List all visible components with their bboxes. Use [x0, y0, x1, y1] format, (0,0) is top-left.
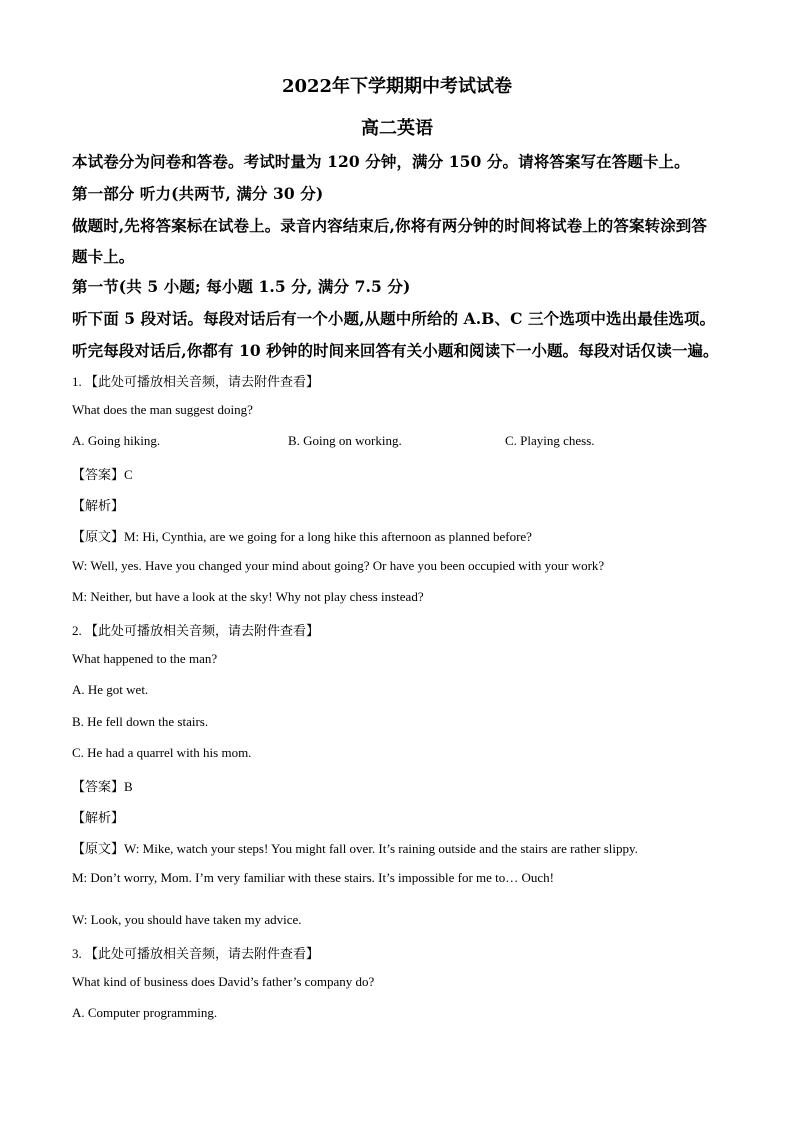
question-1-text: What does the man suggest doing?: [72, 402, 253, 417]
question-1-option-b: B. Going on working.: [288, 433, 402, 448]
question-2-transcript-line3: W: Look, you should have taken my advice.: [72, 912, 302, 927]
question-1-transcript-line1: 【原文】M: Hi, Cynthia, are we going for a long hike this afternoon as planned before?: [72, 529, 532, 544]
question-2-answer: 【答案】B: [72, 779, 133, 794]
question-3-option-a: A. Computer programming.: [72, 1005, 218, 1020]
question-2-option-c: C. He had a quarrel with his mom.: [72, 745, 252, 760]
question-1-transcript-line2: W: Well, yes. Have you changed your mind about going? Or have you been occupied with your work?: [72, 558, 605, 573]
question-2-option-b: B. He fell down the stairs.: [72, 714, 209, 729]
part1-note-line2: 题卡上。: [72, 247, 135, 266]
question-1-transcript-line3: M: Neither, but have a look at the sky! Why not play chess instead?: [72, 589, 424, 604]
question-2-option-a: A. He got wet.: [72, 682, 149, 697]
question-2-text: What happened to the man?: [72, 651, 218, 666]
question-1-option-a: A. Going hiking.: [72, 433, 161, 448]
question-2-analysis: 【解析】: [72, 810, 125, 825]
page-subtitle: 高二英语: [361, 118, 433, 139]
question-3-header: 3. 【此处可播放相关音频，请去附件查看】: [72, 946, 320, 961]
question-1-answer: 【答案】C: [72, 467, 133, 482]
part1-note-line1: 做题时,先将答案标在试卷上。录音内容结束后,你将有两分钟的时间将试卷上的答案转涂到答: [72, 216, 707, 235]
question-3-text: What kind of business does David’s father’s company do?: [72, 974, 375, 989]
question-2-transcript-line1: 【原文】W: Mike, watch your steps! You might fall over. It’s raining outside and the stairs are rather slippy.: [72, 841, 638, 856]
question-2-transcript-line2: M: Don’t worry, Mom. I’m very familiar with these stairs. It’s impossible for me to… Ouch!: [72, 870, 555, 885]
section1-title: 第一节(共 5 小题; 每小题 1.5 分, 满分 7.5 分): [72, 277, 411, 296]
question-1-header: 1. 【此处可播放相关音频，请去附件查看】: [72, 374, 320, 389]
question-2-header: 2. 【此处可播放相关音频，请去附件查看】: [72, 623, 320, 638]
section1-directions-line1: 听下面 5 段对话。每段对话后有一个小题,从题中所给的 A.B、C 三个选项中选出最佳选项。: [72, 309, 716, 328]
page-title: 2022年下学期期中考试试卷: [281, 76, 513, 97]
question-1-option-c: C. Playing chess.: [505, 433, 595, 448]
question-1-analysis: 【解析】: [72, 498, 125, 513]
section1-directions-line2: 听完每段对话后,你都有 10 秒钟的时间来回答有关小题和阅读下一小题。每段对话仅读一遍。: [72, 341, 719, 360]
exam-instructions: 本试卷分为问卷和答卷。考试时量为 120 分钟，满分 150 分。请将答案写在答题卡上。: [72, 152, 690, 171]
part1-title: 第一部分 听力(共两节, 满分 30 分): [72, 184, 324, 203]
